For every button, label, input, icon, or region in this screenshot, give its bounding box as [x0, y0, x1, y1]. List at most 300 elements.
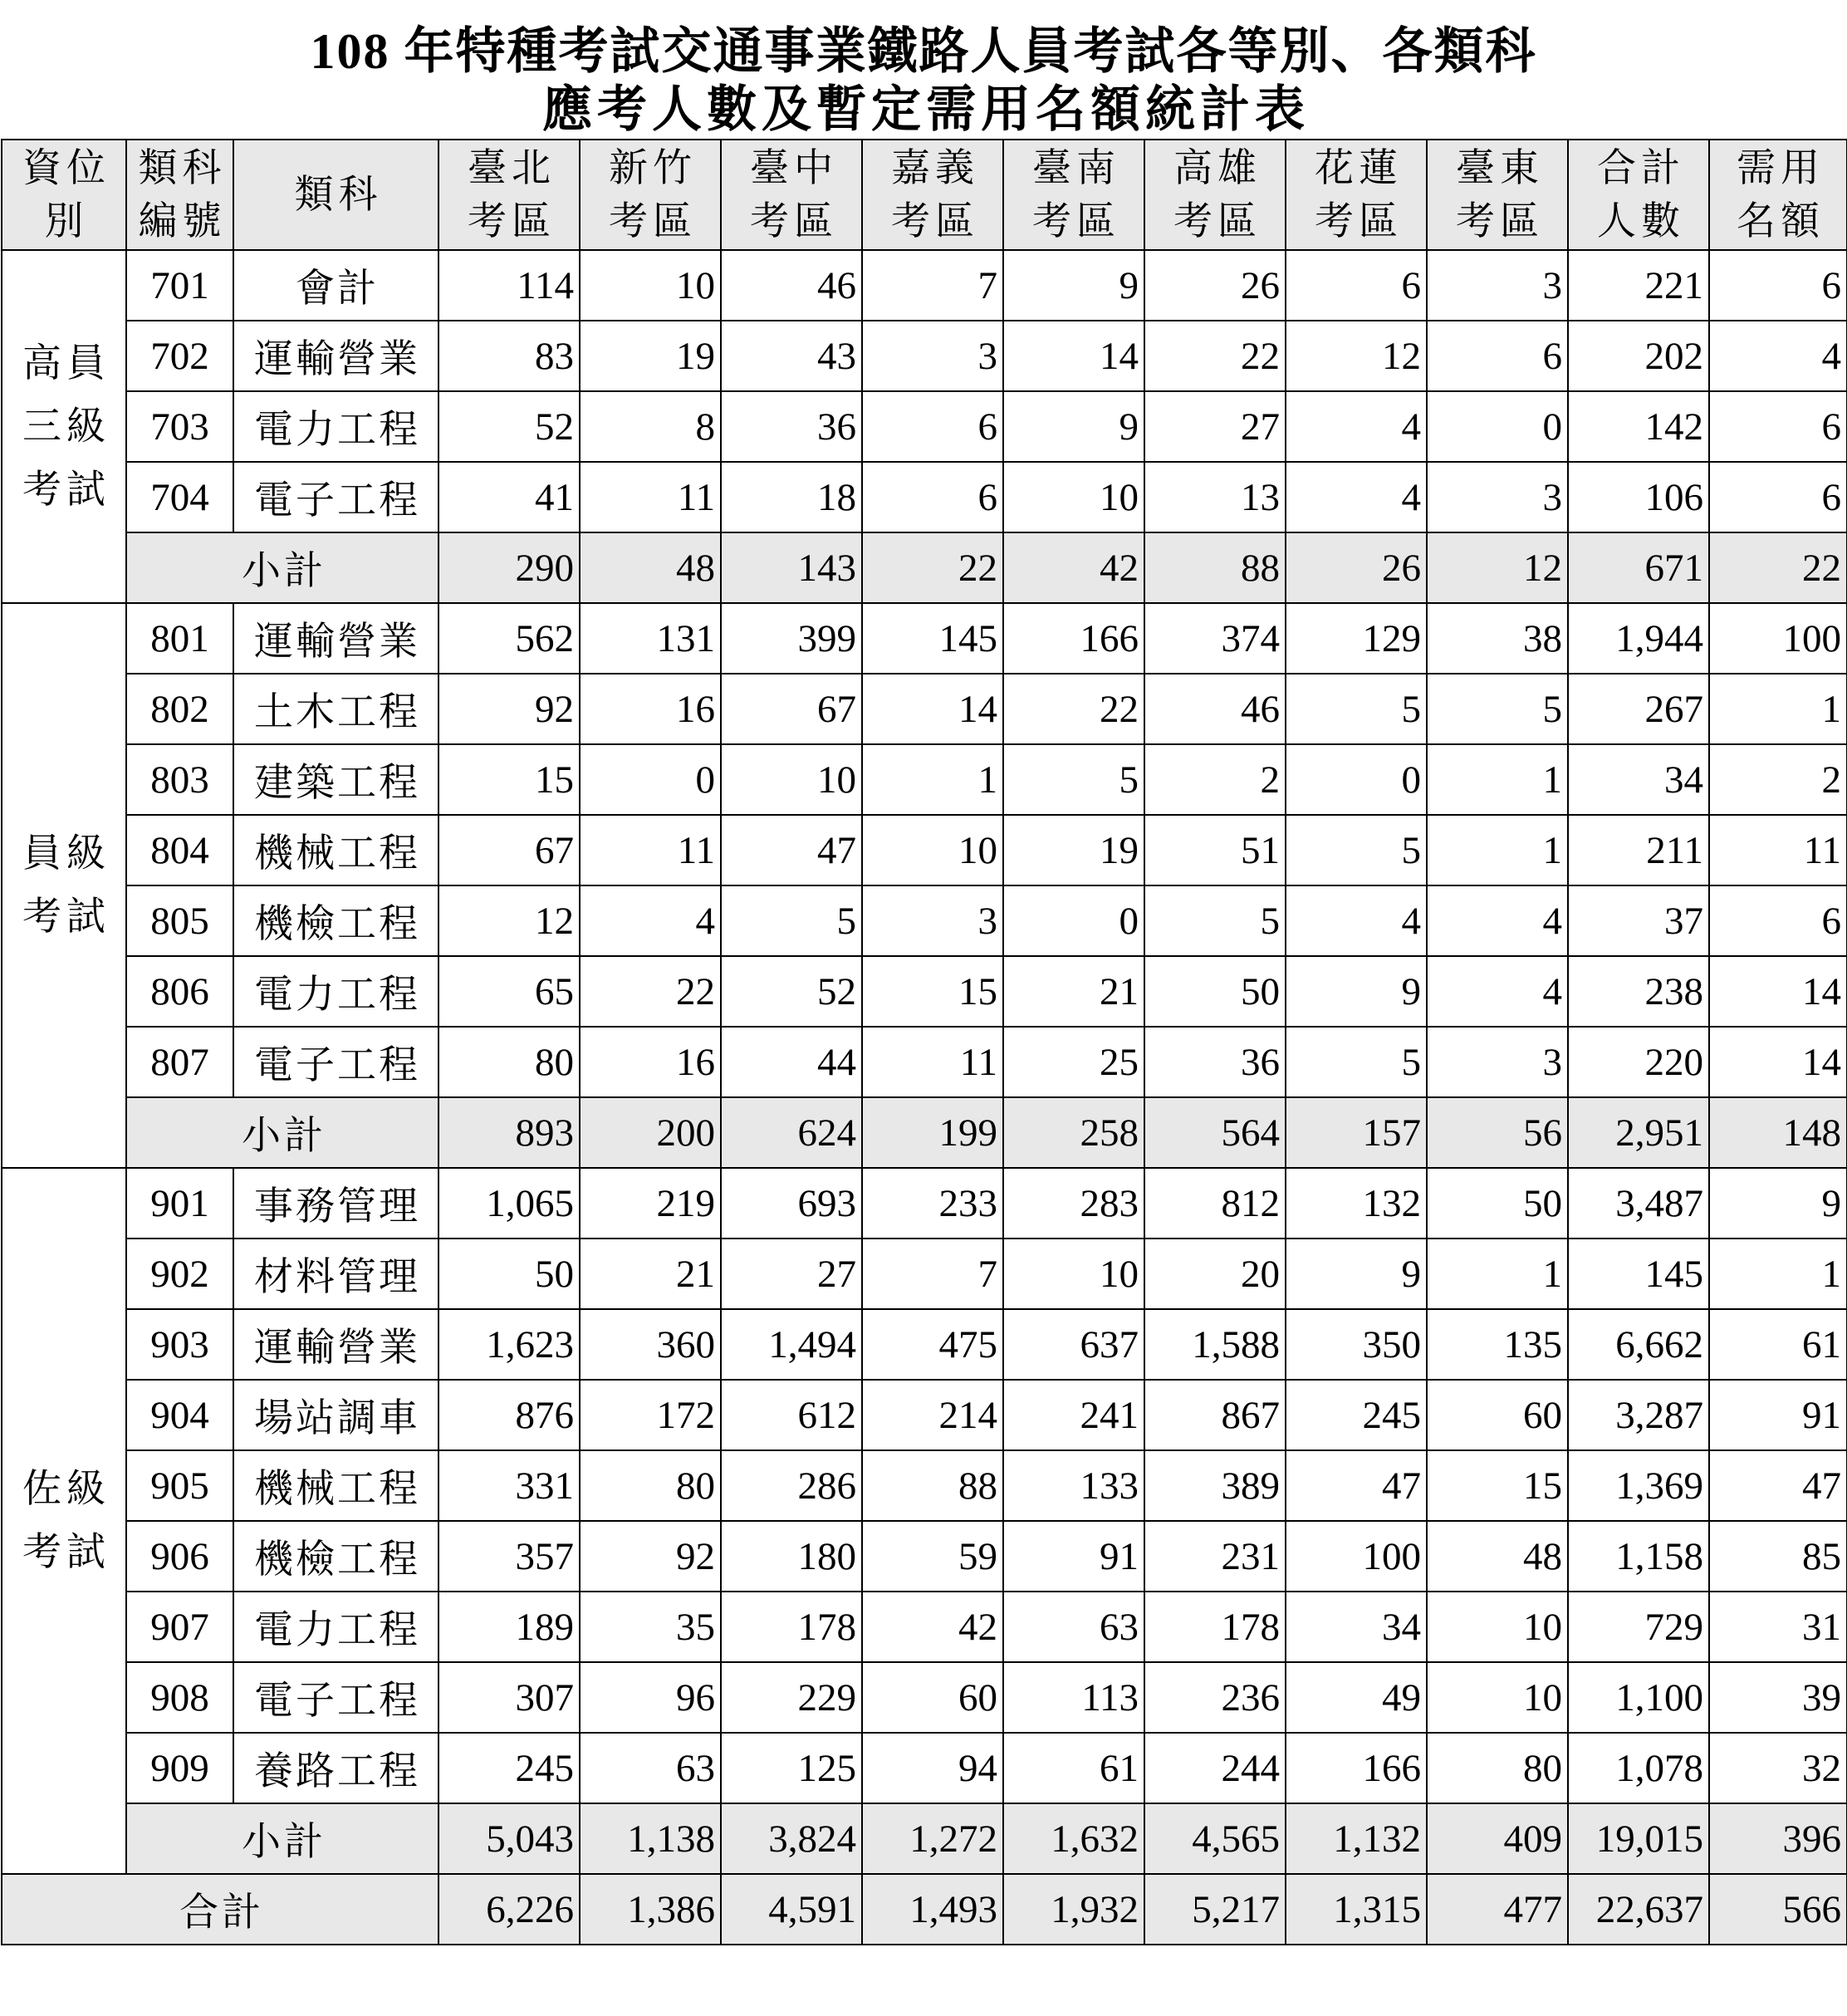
- total-row: [2, 1874, 1847, 1945]
- table-row: [2, 1450, 1847, 1521]
- header-text: 考區: [1173, 199, 1262, 243]
- taipei-area-cell: 245: [438, 1733, 580, 1803]
- subject-cell: 材料管理: [233, 1239, 438, 1309]
- quota-cell: 148: [1709, 1097, 1847, 1168]
- table-row: [2, 815, 1847, 885]
- subject-cell: 電力工程: [233, 1592, 438, 1662]
- tainan-area-cell: 166: [1003, 603, 1144, 674]
- taichung-area-cell: 125: [721, 1733, 862, 1803]
- rank-text: 考試: [22, 895, 110, 939]
- taipei-area-cell: 6,226: [438, 1874, 580, 1945]
- hualien-area-cell: 5: [1286, 674, 1427, 744]
- tainan-area-cell: 637: [1003, 1309, 1144, 1380]
- quota-cell: 91: [1709, 1380, 1847, 1450]
- header-text: 類科: [294, 173, 383, 217]
- hsinchu-area-cell: 63: [580, 1733, 721, 1803]
- quota-cell: 85: [1709, 1521, 1847, 1592]
- taitung-area-cell: 80: [1427, 1733, 1568, 1803]
- kaohsiung-area-cell: 2: [1144, 744, 1286, 815]
- hualien-area-cell: 0: [1286, 744, 1427, 815]
- hualien-area-cell: 12: [1286, 321, 1427, 391]
- rank-text: 員級: [22, 832, 110, 876]
- hsinchu-area-header: [580, 140, 721, 250]
- tainan-area-cell: 1,632: [1003, 1803, 1144, 1874]
- subject-code-cell: 801: [126, 603, 233, 674]
- tainan-area-cell: 42: [1003, 532, 1144, 603]
- subject-code-cell: 804: [126, 815, 233, 885]
- quota-cell: 39: [1709, 1662, 1847, 1733]
- table-row: [2, 1027, 1847, 1097]
- hualien-area-cell: 4: [1286, 391, 1427, 462]
- quota-header: [1709, 140, 1847, 250]
- chiayi-area-cell: 233: [862, 1168, 1003, 1239]
- tainan-area-cell: 241: [1003, 1380, 1144, 1450]
- kaohsiung-area-cell: 26: [1144, 250, 1286, 321]
- hsinchu-area-cell: 360: [580, 1309, 721, 1380]
- hsinchu-area-cell: 219: [580, 1168, 721, 1239]
- total-count-cell: 19,015: [1568, 1803, 1709, 1874]
- quota-cell: 100: [1709, 603, 1847, 674]
- subject-cell: 運輸營業: [233, 603, 438, 674]
- title-line-1: 108 年特種考試交通事業鐵路人員考試各等別、各類科: [310, 24, 1537, 79]
- document-title: [0, 22, 1847, 139]
- kaohsiung-area-cell: 389: [1144, 1450, 1286, 1521]
- taitung-area-cell: 477: [1427, 1874, 1568, 1945]
- quota-cell: 9: [1709, 1168, 1847, 1239]
- total-count-header: [1568, 140, 1709, 250]
- subject-code-cell: 803: [126, 744, 233, 815]
- rank-cell: [2, 603, 126, 1168]
- taichung-area-cell: 43: [721, 321, 862, 391]
- taipei-area-header: [438, 140, 580, 250]
- hsinchu-area-cell: 0: [580, 744, 721, 815]
- chiayi-area-cell: 1: [862, 744, 1003, 815]
- tainan-area-cell: 61: [1003, 1733, 1144, 1803]
- taichung-area-cell: 693: [721, 1168, 862, 1239]
- taipei-area-cell: 562: [438, 603, 580, 674]
- table-row: [2, 462, 1847, 532]
- kaohsiung-area-cell: 5: [1144, 885, 1286, 956]
- subject-cell: 建築工程: [233, 744, 438, 815]
- hualien-area-cell: 49: [1286, 1662, 1427, 1733]
- header-text: 臺北: [468, 146, 556, 190]
- title-line-2: 應考人數及暫定需用名額統計表: [542, 82, 1310, 137]
- taichung-area-cell: 3,824: [721, 1803, 862, 1874]
- header-text: 需用: [1737, 146, 1825, 190]
- taichung-area-cell: 229: [721, 1662, 862, 1733]
- quota-cell: 566: [1709, 1874, 1847, 1945]
- chiayi-area-cell: 15: [862, 956, 1003, 1027]
- total-count-cell: 267: [1568, 674, 1709, 744]
- hsinchu-area-cell: 16: [580, 674, 721, 744]
- table-header: [2, 140, 1847, 250]
- chiayi-area-cell: 94: [862, 1733, 1003, 1803]
- subject-code-cell: 703: [126, 391, 233, 462]
- taitung-area-cell: 1: [1427, 1239, 1568, 1309]
- subject-code-cell: 906: [126, 1521, 233, 1592]
- subject-cell: 會計: [233, 250, 438, 321]
- total-count-cell: 1,369: [1568, 1450, 1709, 1521]
- subject-cell: 運輸營業: [233, 1309, 438, 1380]
- quota-cell: 6: [1709, 885, 1847, 956]
- taichung-area-cell: 399: [721, 603, 862, 674]
- taichung-area-cell: 47: [721, 815, 862, 885]
- quota-cell: 61: [1709, 1309, 1847, 1380]
- header-text: 考區: [891, 199, 979, 243]
- header-text: 考區: [468, 199, 556, 243]
- subject-header: [233, 140, 438, 250]
- hsinchu-area-cell: 10: [580, 250, 721, 321]
- taichung-area-cell: 178: [721, 1592, 862, 1662]
- hsinchu-area-cell: 21: [580, 1239, 721, 1309]
- tainan-area-cell: 1,932: [1003, 1874, 1144, 1945]
- hualien-area-cell: 132: [1286, 1168, 1427, 1239]
- hsinchu-area-cell: 48: [580, 532, 721, 603]
- hsinchu-area-cell: 11: [580, 462, 721, 532]
- total-count-cell: 220: [1568, 1027, 1709, 1097]
- taichung-area-cell: 4,591: [721, 1874, 862, 1945]
- taipei-area-cell: 12: [438, 885, 580, 956]
- chiayi-area-cell: 3: [862, 885, 1003, 956]
- total-count-cell: 671: [1568, 532, 1709, 603]
- total-count-cell: 2,951: [1568, 1097, 1709, 1168]
- rank-text: 三級: [22, 405, 110, 449]
- hsinchu-area-cell: 131: [580, 603, 721, 674]
- tainan-area-cell: 91: [1003, 1521, 1144, 1592]
- table-row: [2, 1592, 1847, 1662]
- chiayi-area-cell: 6: [862, 391, 1003, 462]
- hualien-area-cell: 1,315: [1286, 1874, 1427, 1945]
- kaohsiung-area-cell: 36: [1144, 1027, 1286, 1097]
- hualien-area-cell: 100: [1286, 1521, 1427, 1592]
- taipei-area-cell: 65: [438, 956, 580, 1027]
- subtotal-label: 小計: [126, 1803, 438, 1874]
- table-row: [2, 1239, 1847, 1309]
- quota-cell: 6: [1709, 462, 1847, 532]
- quota-cell: 31: [1709, 1592, 1847, 1662]
- header-text: 考區: [609, 199, 697, 243]
- header-text: 嘉義: [891, 146, 979, 190]
- taipei-area-cell: 67: [438, 815, 580, 885]
- taitung-area-cell: 60: [1427, 1380, 1568, 1450]
- subject-cell: 事務管理: [233, 1168, 438, 1239]
- hsinchu-area-cell: 22: [580, 956, 721, 1027]
- subject-code-cell: 904: [126, 1380, 233, 1450]
- header-text: 人數: [1597, 199, 1685, 243]
- chiayi-area-cell: 22: [862, 532, 1003, 603]
- hsinchu-area-cell: 1,138: [580, 1803, 721, 1874]
- header-text: 臺中: [750, 146, 838, 190]
- total-count-cell: 106: [1568, 462, 1709, 532]
- tainan-area-cell: 14: [1003, 321, 1144, 391]
- taitung-area-cell: 48: [1427, 1521, 1568, 1592]
- taichung-area-cell: 5: [721, 885, 862, 956]
- subject-code-cell: 805: [126, 885, 233, 956]
- taipei-area-cell: 893: [438, 1097, 580, 1168]
- taichung-area-cell: 180: [721, 1521, 862, 1592]
- total-count-cell: 3,487: [1568, 1168, 1709, 1239]
- chiayi-area-cell: 10: [862, 815, 1003, 885]
- taipei-area-cell: 331: [438, 1450, 580, 1521]
- subject-cell: 場站調車: [233, 1380, 438, 1450]
- subject-cell: 土木工程: [233, 674, 438, 744]
- subject-cell: 機械工程: [233, 1450, 438, 1521]
- taichung-area-cell: 10: [721, 744, 862, 815]
- total-count-cell: 6,662: [1568, 1309, 1709, 1380]
- header-text: 新竹: [609, 146, 697, 190]
- chiayi-area-cell: 214: [862, 1380, 1003, 1450]
- taitung-area-cell: 1: [1427, 744, 1568, 815]
- taitung-area-cell: 10: [1427, 1662, 1568, 1733]
- table-row: [2, 603, 1847, 674]
- kaohsiung-area-cell: 178: [1144, 1592, 1286, 1662]
- tainan-area-cell: 258: [1003, 1097, 1144, 1168]
- subject-code-cell: 807: [126, 1027, 233, 1097]
- taitung-area-cell: 10: [1427, 1592, 1568, 1662]
- hsinchu-area-cell: 200: [580, 1097, 721, 1168]
- taitung-area-cell: 4: [1427, 956, 1568, 1027]
- quota-cell: 6: [1709, 391, 1847, 462]
- quota-cell: 32: [1709, 1733, 1847, 1803]
- quota-cell: 1: [1709, 1239, 1847, 1309]
- kaohsiung-area-cell: 231: [1144, 1521, 1286, 1592]
- rank-text: 佐級: [22, 1468, 110, 1511]
- header-text: 臺南: [1032, 146, 1120, 190]
- tainan-area-cell: 10: [1003, 462, 1144, 532]
- table-row: [2, 885, 1847, 956]
- total-count-cell: 3,287: [1568, 1380, 1709, 1450]
- kaohsiung-area-header: [1144, 140, 1286, 250]
- taitung-area-cell: 38: [1427, 603, 1568, 674]
- taipei-area-cell: 1,065: [438, 1168, 580, 1239]
- total-count-cell: 142: [1568, 391, 1709, 462]
- subject-cell: 電力工程: [233, 956, 438, 1027]
- hsinchu-area-cell: 8: [580, 391, 721, 462]
- chiayi-area-cell: 7: [862, 1239, 1003, 1309]
- taichung-area-cell: 612: [721, 1380, 862, 1450]
- taitung-area-cell: 3: [1427, 1027, 1568, 1097]
- taipei-area-cell: 1,623: [438, 1309, 580, 1380]
- total-count-cell: 34: [1568, 744, 1709, 815]
- header-text: 名額: [1737, 199, 1825, 243]
- taichung-area-cell: 44: [721, 1027, 862, 1097]
- taitung-area-cell: 50: [1427, 1168, 1568, 1239]
- taipei-area-cell: 80: [438, 1027, 580, 1097]
- tainan-area-cell: 25: [1003, 1027, 1144, 1097]
- chiayi-area-cell: 42: [862, 1592, 1003, 1662]
- total-count-cell: 1,078: [1568, 1733, 1709, 1803]
- chiayi-area-cell: 145: [862, 603, 1003, 674]
- header-text: 編號: [138, 199, 227, 243]
- taipei-area-cell: 290: [438, 532, 580, 603]
- subject-cell: 機檢工程: [233, 1521, 438, 1592]
- kaohsiung-area-cell: 46: [1144, 674, 1286, 744]
- tainan-area-cell: 283: [1003, 1168, 1144, 1239]
- taitung-area-cell: 0: [1427, 391, 1568, 462]
- kaohsiung-area-cell: 22: [1144, 321, 1286, 391]
- tainan-area-cell: 133: [1003, 1450, 1144, 1521]
- kaohsiung-area-cell: 1,588: [1144, 1309, 1286, 1380]
- tainan-area-cell: 113: [1003, 1662, 1144, 1733]
- subject-cell: 電子工程: [233, 1027, 438, 1097]
- total-count-cell: 1,100: [1568, 1662, 1709, 1733]
- tainan-area-cell: 9: [1003, 391, 1144, 462]
- taichung-area-cell: 46: [721, 250, 862, 321]
- header-text: 別: [44, 199, 89, 243]
- subject-code-cell: 806: [126, 956, 233, 1027]
- hualien-area-cell: 5: [1286, 1027, 1427, 1097]
- kaohsiung-area-cell: 88: [1144, 532, 1286, 603]
- hualien-area-cell: 245: [1286, 1380, 1427, 1450]
- total-count-cell: 202: [1568, 321, 1709, 391]
- taichung-area-cell: 1,494: [721, 1309, 862, 1380]
- hsinchu-area-cell: 96: [580, 1662, 721, 1733]
- taitung-area-cell: 409: [1427, 1803, 1568, 1874]
- taitung-area-cell: 1: [1427, 815, 1568, 885]
- rank-text: 考試: [22, 1531, 110, 1574]
- total-count-cell: 37: [1568, 885, 1709, 956]
- quota-cell: 4: [1709, 321, 1847, 391]
- subject-code-cell: 909: [126, 1733, 233, 1803]
- tainan-area-cell: 5: [1003, 744, 1144, 815]
- hualien-area-cell: 26: [1286, 532, 1427, 603]
- taitung-area-cell: 3: [1427, 462, 1568, 532]
- taipei-area-cell: 114: [438, 250, 580, 321]
- chiayi-area-cell: 3: [862, 321, 1003, 391]
- hualien-area-cell: 6: [1286, 250, 1427, 321]
- hualien-area-cell: 4: [1286, 462, 1427, 532]
- quota-cell: 47: [1709, 1450, 1847, 1521]
- taipei-area-cell: 357: [438, 1521, 580, 1592]
- rank-text: 考試: [22, 468, 110, 512]
- hsinchu-area-cell: 16: [580, 1027, 721, 1097]
- subject-code-cell: 702: [126, 321, 233, 391]
- quota-cell: 1: [1709, 674, 1847, 744]
- taipei-area-cell: 50: [438, 1239, 580, 1309]
- hsinchu-area-cell: 35: [580, 1592, 721, 1662]
- rank-cell: [2, 250, 126, 603]
- kaohsiung-area-cell: 5,217: [1144, 1874, 1286, 1945]
- total-count-cell: 238: [1568, 956, 1709, 1027]
- tainan-area-header: [1003, 140, 1144, 250]
- subject-cell: 電子工程: [233, 1662, 438, 1733]
- kaohsiung-area-cell: 374: [1144, 603, 1286, 674]
- tainan-area-cell: 21: [1003, 956, 1144, 1027]
- chiayi-area-cell: 1,493: [862, 1874, 1003, 1945]
- chiayi-area-cell: 199: [862, 1097, 1003, 1168]
- taitung-area-cell: 135: [1427, 1309, 1568, 1380]
- taitung-area-cell: 12: [1427, 532, 1568, 603]
- total-count-cell: 221: [1568, 250, 1709, 321]
- taipei-area-cell: 5,043: [438, 1803, 580, 1874]
- taichung-area-cell: 624: [721, 1097, 862, 1168]
- hualien-area-cell: 1,132: [1286, 1803, 1427, 1874]
- header-text: 考區: [1315, 199, 1403, 243]
- subject-cell: 運輸營業: [233, 321, 438, 391]
- kaohsiung-area-cell: 20: [1144, 1239, 1286, 1309]
- chiayi-area-cell: 59: [862, 1521, 1003, 1592]
- chiayi-area-cell: 6: [862, 462, 1003, 532]
- hualien-area-cell: 9: [1286, 1239, 1427, 1309]
- quota-cell: 396: [1709, 1803, 1847, 1874]
- subject-code-cell: 902: [126, 1239, 233, 1309]
- tainan-area-cell: 19: [1003, 815, 1144, 885]
- table-row: [2, 391, 1847, 462]
- taitung-area-cell: 4: [1427, 885, 1568, 956]
- header-text: 高雄: [1173, 146, 1262, 190]
- total-count-cell: 1,158: [1568, 1521, 1709, 1592]
- subtotal-row: [2, 1803, 1847, 1874]
- hualien-area-cell: 5: [1286, 815, 1427, 885]
- quota-cell: 14: [1709, 1027, 1847, 1097]
- table-row: [2, 1309, 1847, 1380]
- table-row: [2, 1168, 1847, 1239]
- taipei-area-cell: 52: [438, 391, 580, 462]
- taichung-area-header: [721, 140, 862, 250]
- total-count-cell: 729: [1568, 1592, 1709, 1662]
- chiayi-area-cell: 7: [862, 250, 1003, 321]
- table-row: [2, 1521, 1847, 1592]
- subject-code-header: [126, 140, 233, 250]
- chiayi-area-cell: 1,272: [862, 1803, 1003, 1874]
- hsinchu-area-cell: 92: [580, 1521, 721, 1592]
- taipei-area-cell: 876: [438, 1380, 580, 1450]
- taichung-area-cell: 143: [721, 532, 862, 603]
- subject-code-cell: 704: [126, 462, 233, 532]
- kaohsiung-area-cell: 867: [1144, 1380, 1286, 1450]
- header-text: 考區: [1456, 199, 1544, 243]
- taichung-area-cell: 27: [721, 1239, 862, 1309]
- header-row: [2, 140, 1847, 250]
- chiayi-area-cell: 11: [862, 1027, 1003, 1097]
- hualien-area-cell: 34: [1286, 1592, 1427, 1662]
- table-row: [2, 1662, 1847, 1733]
- subject-cell: 養路工程: [233, 1733, 438, 1803]
- taipei-area-cell: 189: [438, 1592, 580, 1662]
- subtotal-label: 小計: [126, 532, 438, 603]
- chiayi-area-cell: 88: [862, 1450, 1003, 1521]
- taipei-area-cell: 92: [438, 674, 580, 744]
- kaohsiung-area-cell: 50: [1144, 956, 1286, 1027]
- header-text: 考區: [750, 199, 838, 243]
- hualien-area-cell: 129: [1286, 603, 1427, 674]
- table-row: [2, 744, 1847, 815]
- chiayi-area-cell: 475: [862, 1309, 1003, 1380]
- tainan-area-cell: 22: [1003, 674, 1144, 744]
- rank-text: 高員: [22, 341, 110, 385]
- quota-cell: 14: [1709, 956, 1847, 1027]
- quota-cell: 2: [1709, 744, 1847, 815]
- total-count-cell: 145: [1568, 1239, 1709, 1309]
- subtotal-label: 小計: [126, 1097, 438, 1168]
- taichung-area-cell: 36: [721, 391, 862, 462]
- header-text: 類科: [138, 146, 227, 190]
- subject-cell: 機械工程: [233, 815, 438, 885]
- taitung-area-cell: 56: [1427, 1097, 1568, 1168]
- taipei-area-cell: 15: [438, 744, 580, 815]
- kaohsiung-area-cell: 13: [1144, 462, 1286, 532]
- quota-cell: 6: [1709, 250, 1847, 321]
- subject-cell: 電子工程: [233, 462, 438, 532]
- taitung-area-cell: 5: [1427, 674, 1568, 744]
- chiayi-area-cell: 14: [862, 674, 1003, 744]
- statistics-table: [1, 139, 1847, 1945]
- chiayi-area-header: [862, 140, 1003, 250]
- header-text: 資位: [22, 146, 110, 190]
- table-row: [2, 1380, 1847, 1450]
- subject-code-cell: 802: [126, 674, 233, 744]
- taichung-area-cell: 286: [721, 1450, 862, 1521]
